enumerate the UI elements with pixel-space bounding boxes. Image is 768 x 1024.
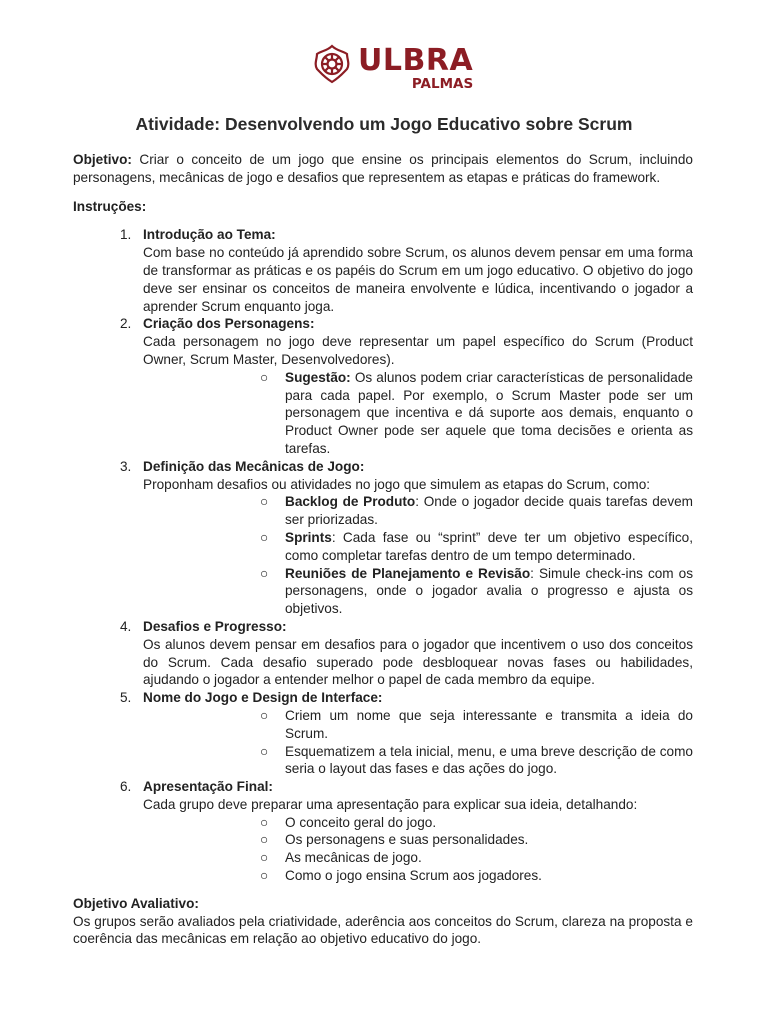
bullet-item: ○ Backlog de Produto: Onde o jogador decide quais tarefas devem ser priorizadas.	[260, 494, 693, 528]
logo-wordmark: ULBRA	[358, 43, 474, 78]
step-number: 6.	[120, 779, 132, 795]
step-bullets	[143, 707, 693, 778]
step-heading: Introdução ao Tema:	[143, 227, 276, 243]
circle-bullet-icon: ○	[260, 707, 269, 723]
bullet-item: ○ Os personagens e suas personalidades.	[260, 832, 529, 848]
step-number: 3.	[120, 458, 132, 474]
step-number: 1.	[120, 227, 132, 243]
step-heading: Criação dos Personagens:	[143, 316, 315, 332]
objective-label: Objetivo:	[73, 152, 132, 167]
step-number: 5.	[120, 690, 132, 706]
circle-bullet-icon: ○	[260, 369, 269, 385]
step-text: Proponham desafios ou atividades no jogo que simulem as etapas do Scrum, como:	[143, 476, 651, 492]
circle-bullet-icon: ○	[260, 494, 269, 510]
objective-paragraph	[73, 151, 693, 187]
step-text: Cada grupo deve preparar uma apresentação para explicar sua ideia, detalhando:	[143, 796, 638, 812]
objective-text: Criar o conceito de um jogo que ensine os principais elementos do Scrum, incluindo personagens, mecânicas de jogo e desafios que representem as etapas e práticas do framework.	[73, 152, 693, 185]
bullet-item: ○ Sugestão: Os alunos podem criar características de personalidade para cada papel. Por exemplo, o Scrum Master pode ser um personagem que incentiva e dá suporte aos demais, enquanto o Product Owner pode ser aquele que toma decisões e orienta as tarefas.	[260, 369, 693, 456]
bullet-item: ○ Como o jogo ensina Scrum aos jogadores.	[260, 868, 542, 884]
circle-bullet-icon: ○	[260, 850, 269, 866]
step-bullets	[143, 493, 693, 618]
circle-bullet-icon: ○	[260, 529, 269, 545]
circle-bullet-icon: ○	[260, 832, 269, 848]
bullet-item: ○ Reuniões de Planejamento e Revisão: Simule check-ins com os personagens, onde o jogador avalia o progresso e ajusta os objetivos.	[260, 565, 693, 617]
instruction-steps	[73, 226, 693, 884]
document-body	[73, 151, 693, 948]
step-text: Os alunos devem pensar em desafios para o jogador que incentivem o uso dos conceitos do Scrum. Cada desafio superado pode desbloquear novas fases ou habilidades, ajudando o jogador a entender melhor o papel de cada membro da equipe.	[143, 636, 693, 688]
bullet-item: ○ Esquematizem a tela inicial, menu, e uma breve descrição de como seria o layout das fases e das ações do jogo.	[260, 743, 693, 777]
circle-bullet-icon: ○	[260, 565, 269, 581]
bullet-item: ○ Sprints: Cada fase ou “sprint” deve ter um objetivo específico, como completar tarefas dentro de um tempo determinado.	[260, 529, 693, 563]
step-text: Cada personagem no jogo deve representar um papel específico do Scrum (Product Owner, Scrum Master, Desenvolvedores).	[143, 334, 693, 367]
instructions-label: Instruções:	[73, 198, 147, 214]
bullet-item: ○ Criem um nome que seja interessante e transmita a ideia do Scrum.	[260, 707, 693, 741]
evaluation-section	[73, 895, 693, 948]
evaluation-text: Os grupos serão avaliados pela criatividade, aderência aos conceitos do Scrum, clareza na proposta e coerência das mecânicas em relação ao objetivo educativo do jogo.	[73, 913, 693, 947]
bullet-item: ○ O conceito geral do jogo.	[260, 814, 437, 830]
circle-bullet-icon: ○	[260, 814, 269, 830]
step-heading: Definição das Mecânicas de Jogo:	[143, 458, 365, 474]
step-4	[73, 618, 693, 689]
circle-bullet-icon: ○	[260, 743, 269, 759]
evaluation-label: Objetivo Avaliativo:	[73, 895, 199, 911]
step-text: Com base no conteúdo já aprendido sobre Scrum, os alunos devem pensar em uma forma de transformar as práticas e os papéis do Scrum em um jogo educativo. O objetivo do jogo deve ser ensinar os conceitos de maneira envolvente e lúdica, incentivando o jogador a aprender Scrum enquanto joga.	[143, 245, 693, 314]
step-bullets	[143, 814, 693, 885]
step-number: 2.	[120, 316, 132, 332]
circle-bullet-icon: ○	[260, 868, 269, 884]
bullet-item: ○ As mecânicas de jogo.	[260, 850, 422, 866]
page-title: Atividade: Desenvolvendo um Jogo Educativo sobre Scrum	[135, 114, 633, 134]
step-number: 4.	[120, 618, 132, 634]
rose-emblem-icon	[312, 44, 352, 84]
step-heading: Apresentação Final:	[143, 779, 273, 795]
ulbra-logo	[312, 44, 473, 92]
step-heading: Desafios e Progresso:	[143, 618, 287, 634]
logo-city: PALMAS	[411, 76, 474, 92]
step-1	[73, 226, 693, 315]
step-heading: Nome do Jogo e Design de Interface:	[143, 690, 383, 706]
step-2	[73, 315, 693, 457]
step-6	[73, 778, 693, 885]
step-3	[73, 458, 693, 618]
step-bullets	[143, 369, 693, 458]
step-5	[73, 689, 693, 778]
